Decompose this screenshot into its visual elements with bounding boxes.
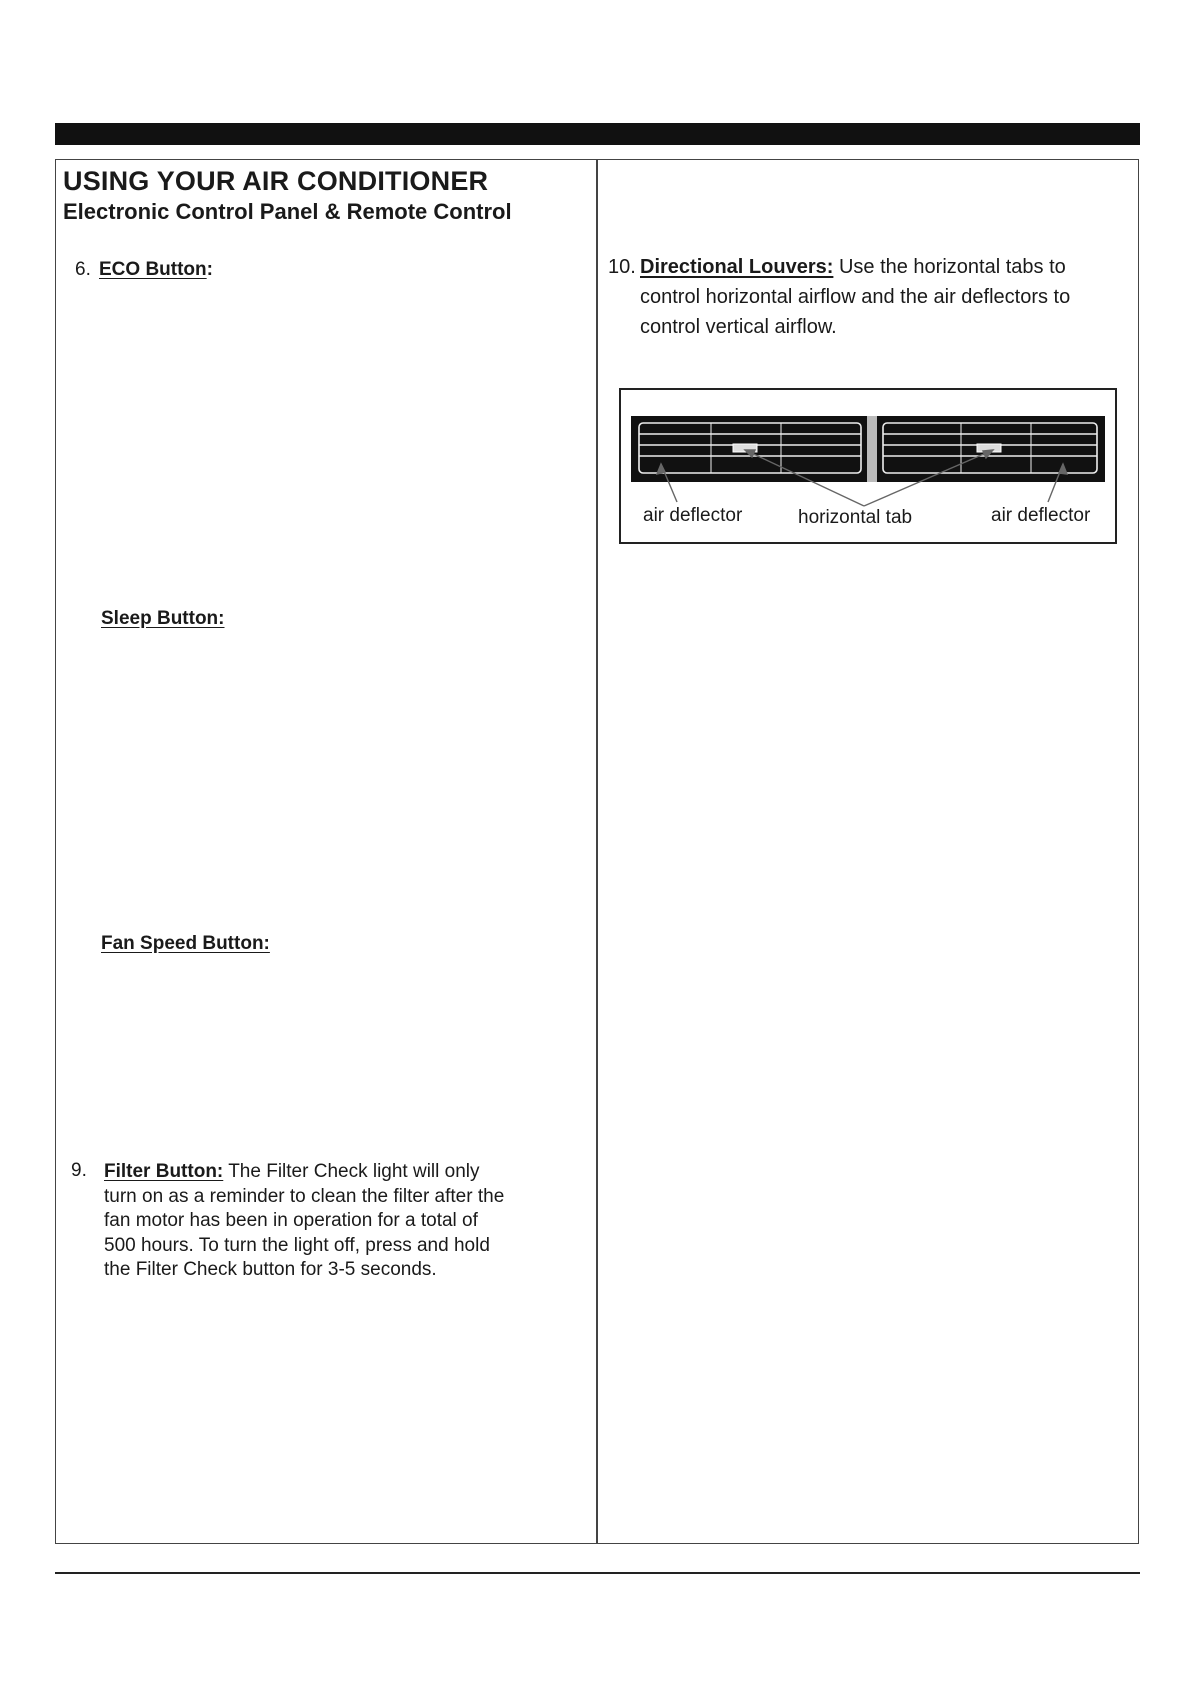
label-air-deflector-left: air deflector xyxy=(643,505,743,526)
eco-number: 6. xyxy=(75,259,91,280)
eco-heading: ECO Button: xyxy=(99,259,213,280)
louvers-number: 10. xyxy=(608,256,636,278)
louver-diagram xyxy=(619,388,1117,544)
label-air-deflector-right: air deflector xyxy=(991,505,1091,526)
header-bar xyxy=(55,123,1140,145)
page-subtitle: Electronic Control Panel & Remote Control xyxy=(63,199,512,224)
label-horizontal-tab: horizontal tab xyxy=(798,507,913,528)
louvers-paragraph: Directional Louvers: Use the horizontal tabs to control horizontal airflow and the air deflectors to control vertical airflow. xyxy=(640,256,1071,338)
louvers-heading: Directional Louvers: xyxy=(640,256,834,278)
sleep-heading: Sleep Button: xyxy=(101,608,225,629)
filter-paragraph: Filter Button: The Filter Check light will only turn on as a reminder to clean the filter after the fan motor has been in operation for a total of 500 hours. To turn the light off, press and hold the Filter Check button for 3-5 seconds. xyxy=(104,1161,505,1280)
fan-speed-heading: Fan Speed Button: xyxy=(101,933,270,954)
column-divider xyxy=(596,159,598,1544)
footer-rule xyxy=(55,1572,1140,1574)
filter-number: 9. xyxy=(71,1160,87,1181)
filter-heading: Filter Button: xyxy=(104,1161,224,1182)
page-title: USING YOUR AIR CONDITIONER xyxy=(63,166,489,196)
